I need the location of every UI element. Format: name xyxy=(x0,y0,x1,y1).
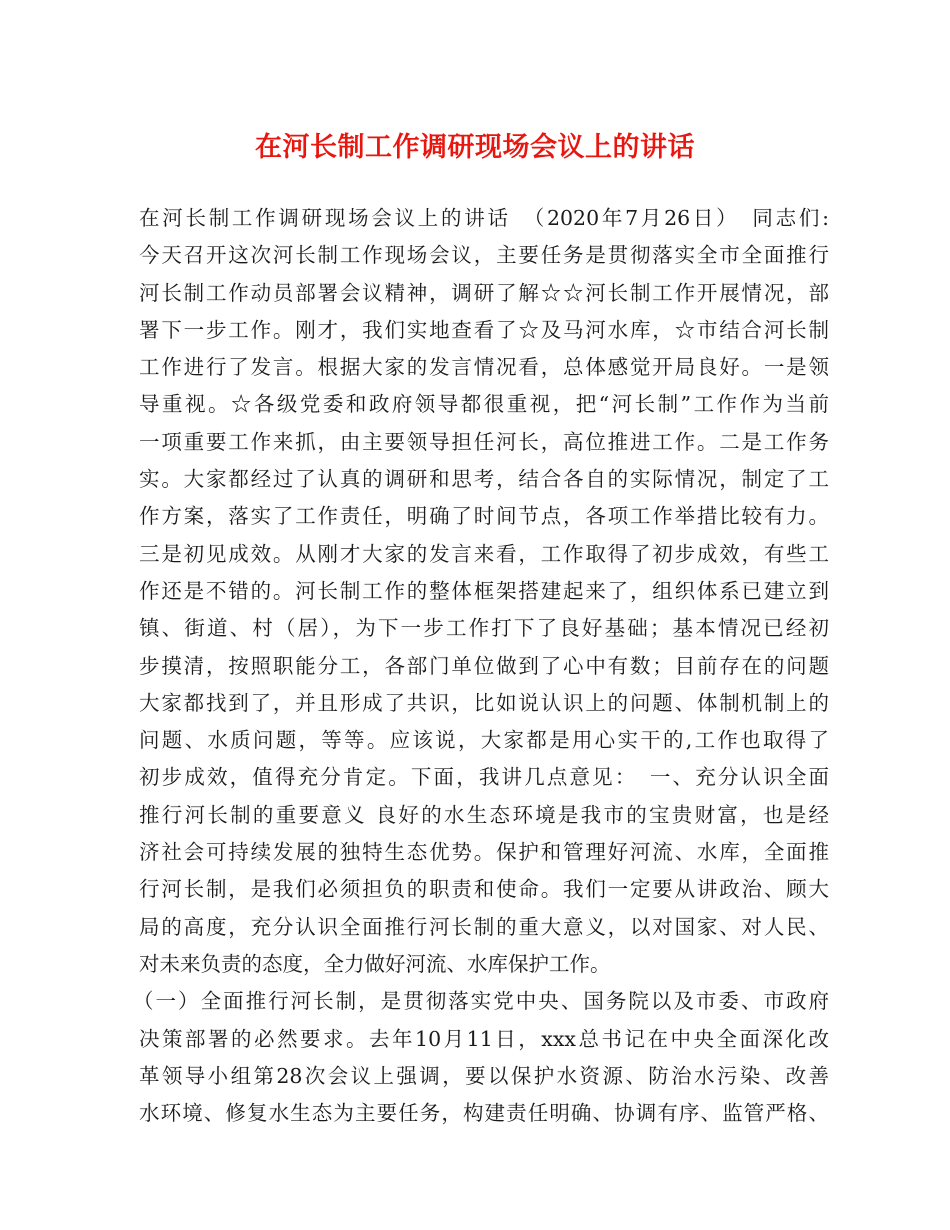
body-line: 推行河长制的重要意义 良好的水生态环境是我市的宝贵财富，也是经 xyxy=(139,802,829,827)
body-line: 济社会可持续发展的独特生态优势。保护和管理好河流、水库，全面推 xyxy=(139,840,829,865)
body-line: 行河长制，是我们必须担负的职责和使命。我们一定要从讲政治、顾大 xyxy=(139,877,829,902)
body-line: （一）全面推行河长制，是贯彻落实党中央、国务院以及市委、市政府 xyxy=(133,989,829,1014)
body-line: 三是初见成效。从刚才大家的发言来看，工作取得了初步成效，有些工 xyxy=(139,541,829,566)
body-line: 革领导小组第28次会议上强调，要以保护水资源、防治水污染、改善 xyxy=(139,1063,829,1088)
body-line: 今天召开这次河长制工作现场会议，主要任务是贯彻落实全市全面推行 xyxy=(139,243,829,268)
body-line: 问题、水质问题，等等。应该说，大家都是用心实干的,工作也取得了 xyxy=(139,728,829,753)
body-line: 导重视。☆各级党委和政府领导都很重视，把“河长制”工作作为当前 xyxy=(139,392,829,417)
body-line: 水环境、修复水生态为主要任务，构建责任明确、协调有序、监管严格、 xyxy=(139,1101,829,1126)
body-line: 决策部署的必然要求。去年10月11日，xxx总书记在中央全面深化改 xyxy=(139,1026,829,1051)
body-line: 在河长制工作调研现场会议上的讲话 （2020年7月26日） 同志们: xyxy=(139,206,829,230)
body-line: 工作进行了发言。根据大家的发言情况看，总体感觉开局良好。一是领 xyxy=(139,355,829,380)
body-line: 一项重要工作来抓，由主要领导担任河长，高位推进工作。二是工作务 xyxy=(139,429,829,454)
document-title: 在河长制工作调研现场会议上的讲话 xyxy=(255,132,695,163)
body-line: 实。大家都经过了认真的调研和思考，结合各自的实际情况，制定了工 xyxy=(139,467,829,492)
body-line: 作方案，落实了工作责任，明确了时间节点，各项工作举措比较有力。 xyxy=(139,504,829,529)
body-line: 大家都找到了，并且形成了共识，比如说认识上的问题、体制机制上的 xyxy=(139,690,829,715)
body-line: 对未来负责的态度，全力做好河流、水库保护工作。 xyxy=(139,951,611,976)
body-line: 初步成效，值得充分肯定。下面，我讲几点意见： 一、充分认识全面 xyxy=(139,765,829,790)
body-line: 作还是不错的。河长制工作的整体框架搭建起来了，组织体系已建立到 xyxy=(139,578,829,603)
body-line: 署下一步工作。刚才，我们实地查看了☆及马河水库，☆市结合河长制 xyxy=(139,317,829,342)
body-line: 河长制工作动员部署会议精神，调研了解☆☆河长制工作开展情况，部 xyxy=(139,280,829,305)
body-line: 镇、街道、村（居），为下一步工作打下了良好基础；基本情况已经初 xyxy=(139,616,829,641)
body-line: 局的高度，充分认识全面推行河长制的重大意义，以对国家、对人民、 xyxy=(139,914,829,939)
document-body xyxy=(133,200,829,1132)
body-line: 步摸清，按照职能分工，各部门单位做到了心中有数；目前存在的问题 xyxy=(139,653,829,678)
